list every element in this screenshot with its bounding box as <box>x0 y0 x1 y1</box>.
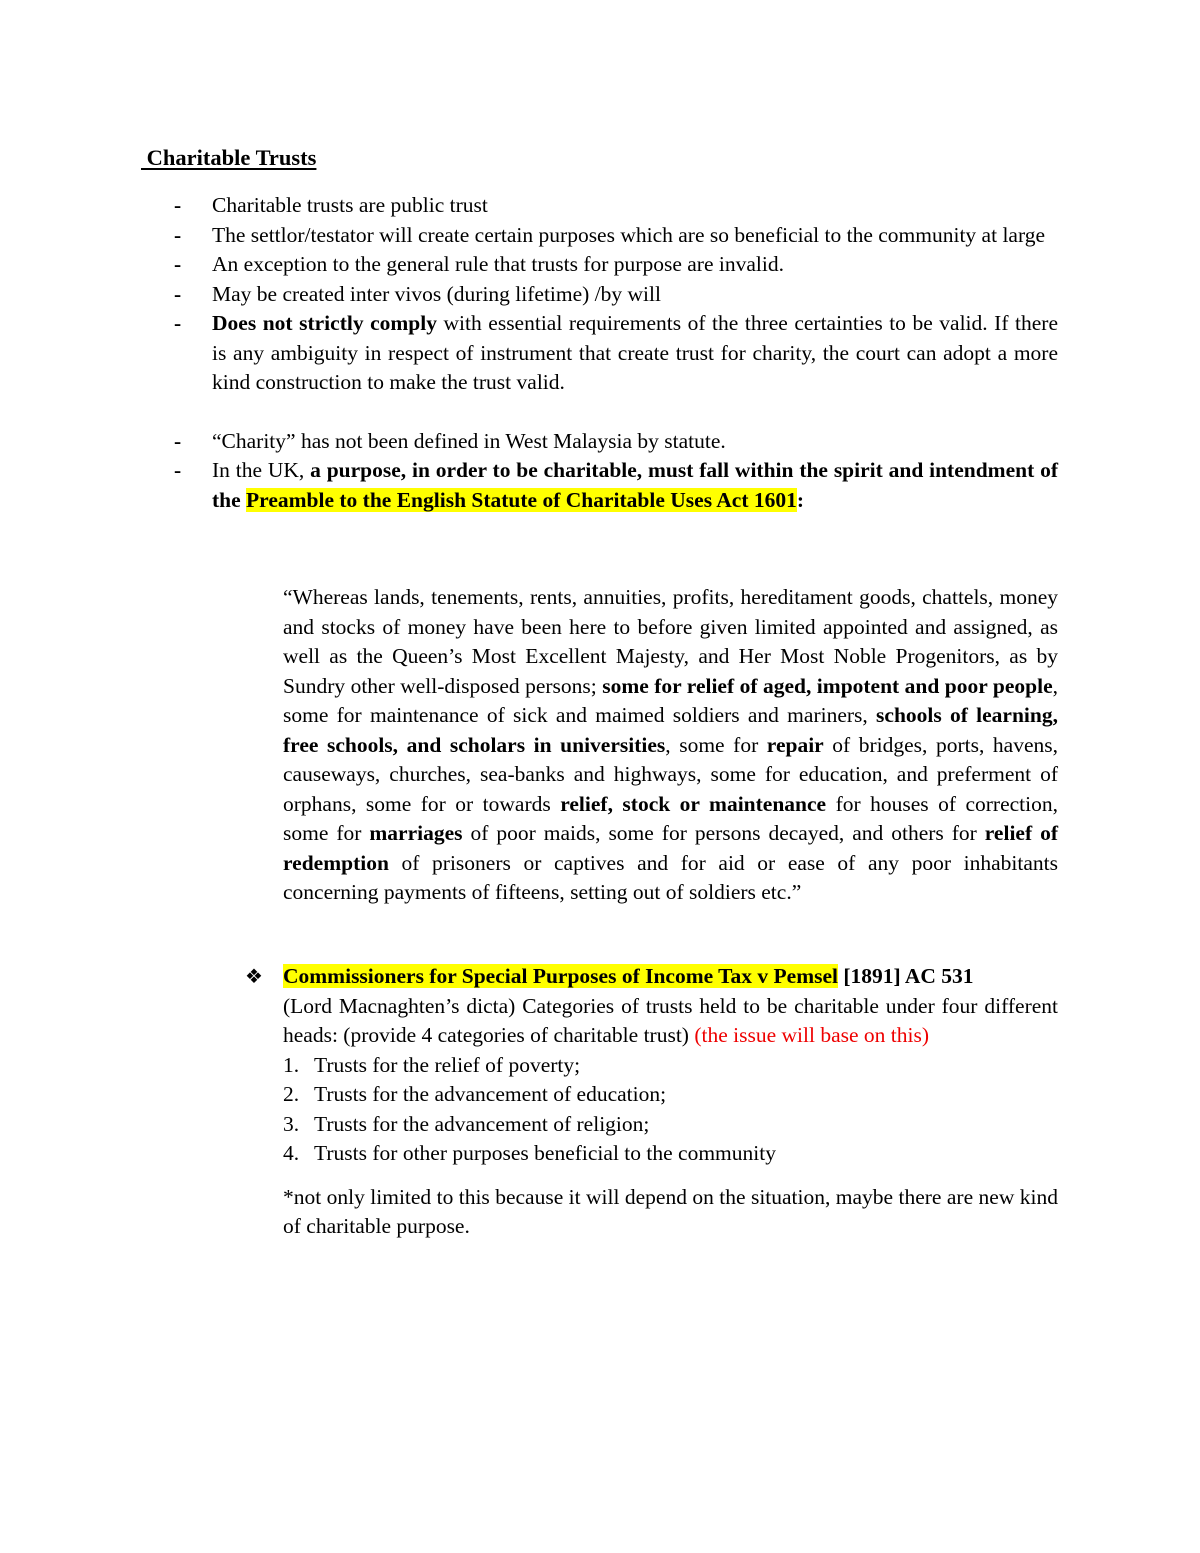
bullet-marker: - <box>174 193 182 217</box>
quote-text: of prisoners or captives and for aid or ease of any poor inhabitants concerning payments of fifteens, setting out of soldiers etc.” <box>283 850 1058 904</box>
quote-text: , some for maintenance of sick and maimed soldiers and mariners, <box>283 673 1058 727</box>
case-section <box>245 962 1058 1242</box>
case-name: Commissioners for Special Purposes of Income Tax v Pemsel <box>283 964 838 988</box>
list-item <box>283 1051 1058 1081</box>
quote-bold: some for relief of aged, impotent and poor people <box>602 673 1053 698</box>
bullet-text: “Charity” has not been defined in West Malaysia by statute. <box>212 428 726 453</box>
bullet-list <box>0 191 1200 515</box>
categories-list <box>283 1051 1058 1169</box>
bullet-text: The settlor/testator will create certain purposes which are so beneficial to the community at large <box>212 222 1046 247</box>
bold-phrase: Does not strictly comply <box>212 311 437 335</box>
quote-text: “Whereas lands, tenements, rents, annuities, profits, hereditament goods, chattels, money and stocks of money have been here to before given limited appointed and assigned, as well as the Queen’s Most Excellent Majesty, and Her Most Noble Progenitors, as by Sundry other well-disposed persons; <box>283 585 1058 698</box>
list-item <box>0 456 1058 515</box>
case-description <box>283 992 1058 1051</box>
list-item <box>0 427 1058 457</box>
item-text: Trusts for the advancement of education; <box>314 1082 667 1106</box>
item-text: Trusts for the advancement of religion; <box>314 1111 650 1136</box>
quote-bold: repair <box>766 732 824 757</box>
list-item <box>0 250 1058 280</box>
list-item <box>283 1110 1058 1140</box>
list-item <box>0 191 1058 221</box>
bullet-marker: - <box>174 222 182 247</box>
quote-bold: marriages <box>369 821 463 845</box>
page-title: Charitable Trusts <box>141 145 317 170</box>
quote-text: of bridges, ports, havens, causeways, churches, sea-banks and highways, some for education, and preferment of orphans, some for or towards <box>283 732 1059 816</box>
quote-bold: schools of learning, free schools, and scholars in universities <box>283 703 1058 757</box>
list-item <box>283 1139 1058 1169</box>
quote-bold: relief, stock or maintenance <box>560 791 827 816</box>
case-citation: [1891] AC 531 <box>838 964 974 988</box>
bullet-text: Charitable trusts are public trust <box>212 193 488 217</box>
footnote: *not only limited to this because it will depend on the situation, maybe there are new kind of charitable purpose. <box>283 1184 1058 1238</box>
issue-note: (the issue will base on this) <box>694 1023 930 1047</box>
bullet-text: with essential requirements of the three certainties to be valid. If there is any ambiguity in respect of instrument that create trust for charity, the court can adopt a more kind construction to make the trust valid. <box>212 311 1058 394</box>
quote-text: for houses of correction, some for <box>283 791 1058 845</box>
item-number: 2. <box>283 1082 300 1106</box>
item-number: 1. <box>283 1052 300 1077</box>
case-heading <box>283 962 1058 992</box>
bullet-text: An exception to the general rule that trusts for purpose are invalid. <box>212 252 784 276</box>
diamond-bullet-icon: ❖ <box>245 966 263 988</box>
colon: : <box>796 487 805 512</box>
preamble-quote <box>283 583 1058 908</box>
bullet-marker: - <box>174 458 182 482</box>
item-text: Trusts for the relief of poverty; <box>314 1052 581 1077</box>
bullet-text: In the UK, <box>212 458 311 482</box>
highlighted-statute: Preamble to the English Statute of Charitable Uses Act 1601 <box>246 487 797 512</box>
quote-text: of poor maids, some for persons decayed, and others for <box>462 821 985 845</box>
bullet-text: May be created inter vivos (during lifetime) /by will <box>212 281 661 306</box>
list-item <box>0 309 1058 398</box>
item-text: Trusts for other purposes beneficial to the community <box>314 1141 776 1165</box>
item-number: 4. <box>283 1141 300 1165</box>
quote-bold: relief of redemption <box>283 821 1059 875</box>
item-number: 3. <box>283 1111 300 1136</box>
bullet-marker: - <box>174 428 182 453</box>
case-body <box>283 962 1058 1242</box>
case-desc-text: (Lord Macnaghten’s dicta) Categories of trusts held to be charitable under four different heads: (provide 4 categories of charitable trust) <box>283 993 1058 1047</box>
quote-text: , some for <box>665 732 767 757</box>
list-item <box>0 280 1058 310</box>
list-item <box>283 1080 1058 1110</box>
bullet-marker: - <box>174 281 182 306</box>
bullet-marker: - <box>174 311 182 335</box>
bold-phrase: a purpose, in order to be charitable, must fall within the spirit and intendment of the <box>212 458 1058 512</box>
list-item <box>0 221 1058 251</box>
bullet-marker: - <box>174 252 182 276</box>
